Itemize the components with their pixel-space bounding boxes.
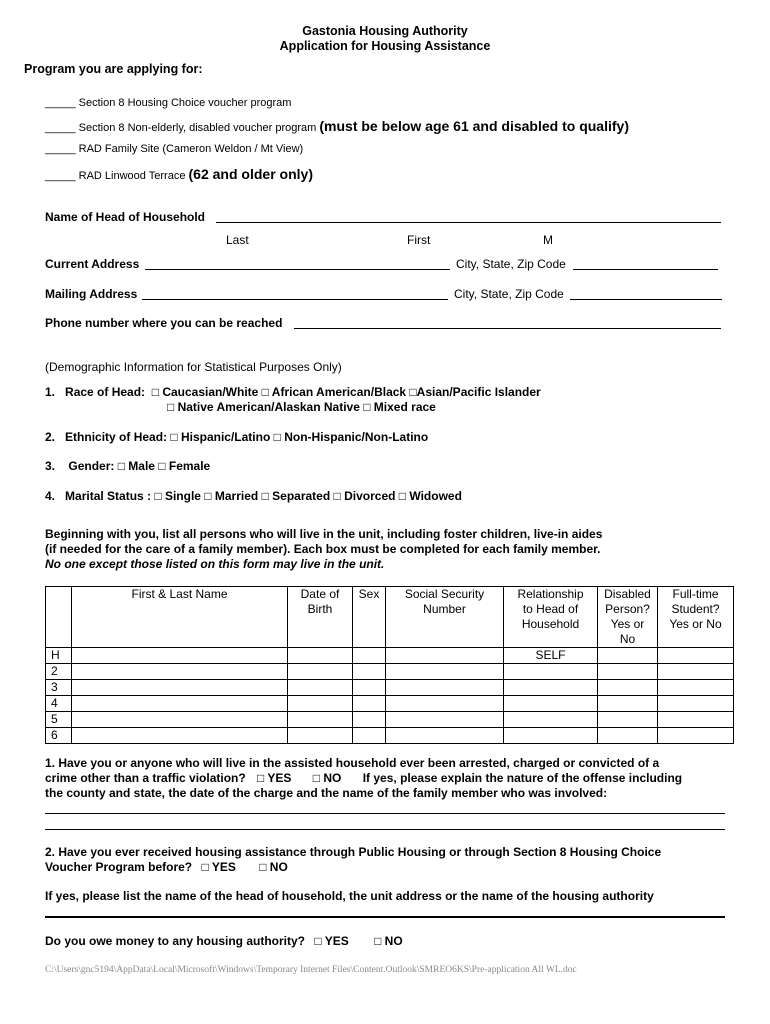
criminal-explain-text: If yes, please explain the nature of the offense including <box>362 771 683 785</box>
race-options-line1[interactable]: □ Caucasian/White □ African American/Black □Asian/Pacific Islander <box>151 385 541 399</box>
footer-file-path: C:\Users\gnc5194\AppData\Local\Microsoft\Windows\Temporary Internet Files\Content.Outlook\SMREO6KS\Pre-application All WL.doc <box>45 965 577 975</box>
criminal-question-text: crime other than a traffic violation? <box>45 771 246 785</box>
org-name: Gastonia Housing Authority <box>302 24 468 38</box>
assistance-yes-checkbox[interactable]: □ YES <box>201 860 236 874</box>
program-blank[interactable]: _____ <box>45 170 76 182</box>
assistance-ifyes-text: If yes, please list the name of the head of household, the unit address or the name of the housing authority <box>45 889 654 903</box>
current-city-label: City, State, Zip Code <box>456 257 566 271</box>
owe-money-question <box>45 934 403 948</box>
household-instruction-1: Beginning with you, list all persons who will live in the unit, including foster children, live-in aides <box>45 527 603 541</box>
phone-label: Phone number where you can be reached <box>45 316 283 330</box>
gender-text[interactable]: Gender: □ Male □ Female <box>68 459 211 473</box>
current-city-field[interactable] <box>573 269 718 270</box>
assistance-no-checkbox[interactable]: □ NO <box>259 860 288 874</box>
owe-money-no-checkbox[interactable]: □ NO <box>374 934 403 948</box>
header-student: Full-time Student? Yes or No <box>658 587 734 648</box>
sublabel-first: First <box>407 233 431 247</box>
form-title: Application for Housing Assistance <box>279 39 491 53</box>
criminal-explain-field-1[interactable] <box>45 813 725 814</box>
header-sex: Sex <box>353 587 386 648</box>
current-address-field[interactable] <box>145 269 450 270</box>
program-option-4[interactable] <box>45 166 313 182</box>
cell-dob[interactable] <box>288 648 353 664</box>
row-number: 4 <box>46 696 72 712</box>
table-row[interactable] <box>46 712 734 728</box>
program-heading: Program you are applying for: <box>24 62 203 76</box>
sublabel-middle: M <box>543 233 553 247</box>
header-blank <box>46 587 72 648</box>
household-instruction-3: No one except those listed on this form may live in the unit. <box>45 557 385 571</box>
sublabel-last: Last <box>226 233 249 247</box>
header-disabled: Disabled Person? Yes or No <box>598 587 658 648</box>
household-table <box>45 586 734 744</box>
program-option-3[interactable] <box>45 143 303 155</box>
question-number: 4. <box>45 489 56 503</box>
row-number: H <box>46 648 72 664</box>
race-question <box>45 385 541 399</box>
program-option-label: Section 8 Housing Choice voucher program <box>78 97 292 109</box>
table-row[interactable] <box>46 728 734 744</box>
criminal-question-line2 <box>45 771 682 785</box>
row-number: 6 <box>46 728 72 744</box>
header-name: First & Last Name <box>72 587 288 648</box>
program-blank[interactable]: _____ <box>45 143 76 155</box>
cell-name[interactable] <box>72 648 288 664</box>
race-options-line2[interactable]: □ Native American/Alaskan Native □ Mixed race <box>167 400 436 414</box>
program-option-label: RAD Linwood Terrace <box>78 170 186 182</box>
owe-money-yes-checkbox[interactable]: □ YES <box>314 934 349 948</box>
question-number: 1. <box>45 385 56 399</box>
row-number: 5 <box>46 712 72 728</box>
owe-money-text: Do you owe money to any housing authority? <box>45 934 306 948</box>
table-row[interactable] <box>46 696 734 712</box>
table-header-row <box>46 587 734 648</box>
program-blank[interactable]: _____ <box>45 122 76 134</box>
question-number: 3. <box>45 459 56 473</box>
head-of-household-label: Name of Head of Household <box>45 210 206 224</box>
criminal-yes-checkbox[interactable]: □ YES <box>257 771 292 785</box>
program-option-label: Section 8 Non-elderly, disabled voucher program <box>78 122 317 134</box>
table-row[interactable] <box>46 648 734 664</box>
mailing-city-label: City, State, Zip Code <box>454 287 564 301</box>
marital-question[interactable] <box>45 489 462 503</box>
head-of-household-field[interactable] <box>216 222 721 223</box>
program-blank[interactable]: _____ <box>45 97 76 109</box>
marital-text[interactable]: Marital Status : □ Single □ Married □ Separated □ Divorced □ Widowed <box>65 489 462 503</box>
mailing-address-field[interactable] <box>142 299 448 300</box>
program-option-label: RAD Family Site (Cameron Weldon / Mt View) <box>78 143 304 155</box>
question-number: 2. <box>45 430 56 444</box>
program-option-1[interactable] <box>45 97 291 109</box>
table-row[interactable] <box>46 680 734 696</box>
demographic-intro: (Demographic Information for Statistical Purposes Only) <box>45 360 342 374</box>
header-ssn: Social Security Number <box>386 587 504 648</box>
header-relationship: Relationship to Head of Household <box>504 587 598 648</box>
row-number: 2 <box>46 664 72 680</box>
cell-sex[interactable] <box>353 648 386 664</box>
assistance-ifyes-field[interactable] <box>45 916 725 918</box>
assistance-question-line2 <box>45 860 288 874</box>
criminal-question-line3: the county and state, the date of the charge and the name of the family member who was involved: <box>45 786 608 800</box>
cell-disabled[interactable] <box>598 648 658 664</box>
criminal-explain-field-2[interactable] <box>45 829 725 830</box>
ethnicity-text[interactable]: Ethnicity of Head: □ Hispanic/Latino □ Non-Hispanic/Non-Latino <box>65 430 429 444</box>
mailing-address-label: Mailing Address <box>45 287 138 301</box>
assistance-question-text: Voucher Program before? <box>45 860 193 874</box>
criminal-question-line1: 1. Have you or anyone who will live in the assisted household ever been arrested, charged or convicted of a <box>45 756 660 770</box>
row-number: 3 <box>46 680 72 696</box>
household-instruction-2: (if needed for the care of a family member). Each box must be completed for each family member. <box>45 542 601 556</box>
program-option-note: (62 and older only) <box>188 166 313 182</box>
program-option-2[interactable] <box>45 118 629 134</box>
race-label: Race of Head: <box>65 385 146 399</box>
ethnicity-question[interactable] <box>45 430 428 444</box>
criminal-no-checkbox[interactable]: □ NO <box>312 771 342 785</box>
mailing-city-field[interactable] <box>570 299 722 300</box>
assistance-question-line1: 2. Have you ever received housing assistance through Public Housing or through Section 8 Housing Choice <box>45 845 662 859</box>
cell-ssn[interactable] <box>386 648 504 664</box>
current-address-label: Current Address <box>45 257 140 271</box>
header-dob: Date of Birth <box>288 587 353 648</box>
program-option-note: (must be below age 61 and disabled to qualify) <box>319 118 629 134</box>
gender-question[interactable] <box>45 459 210 473</box>
table-row[interactable] <box>46 664 734 680</box>
cell-relationship-self: SELF <box>504 648 598 664</box>
cell-student[interactable] <box>658 648 734 664</box>
phone-field[interactable] <box>294 328 721 329</box>
